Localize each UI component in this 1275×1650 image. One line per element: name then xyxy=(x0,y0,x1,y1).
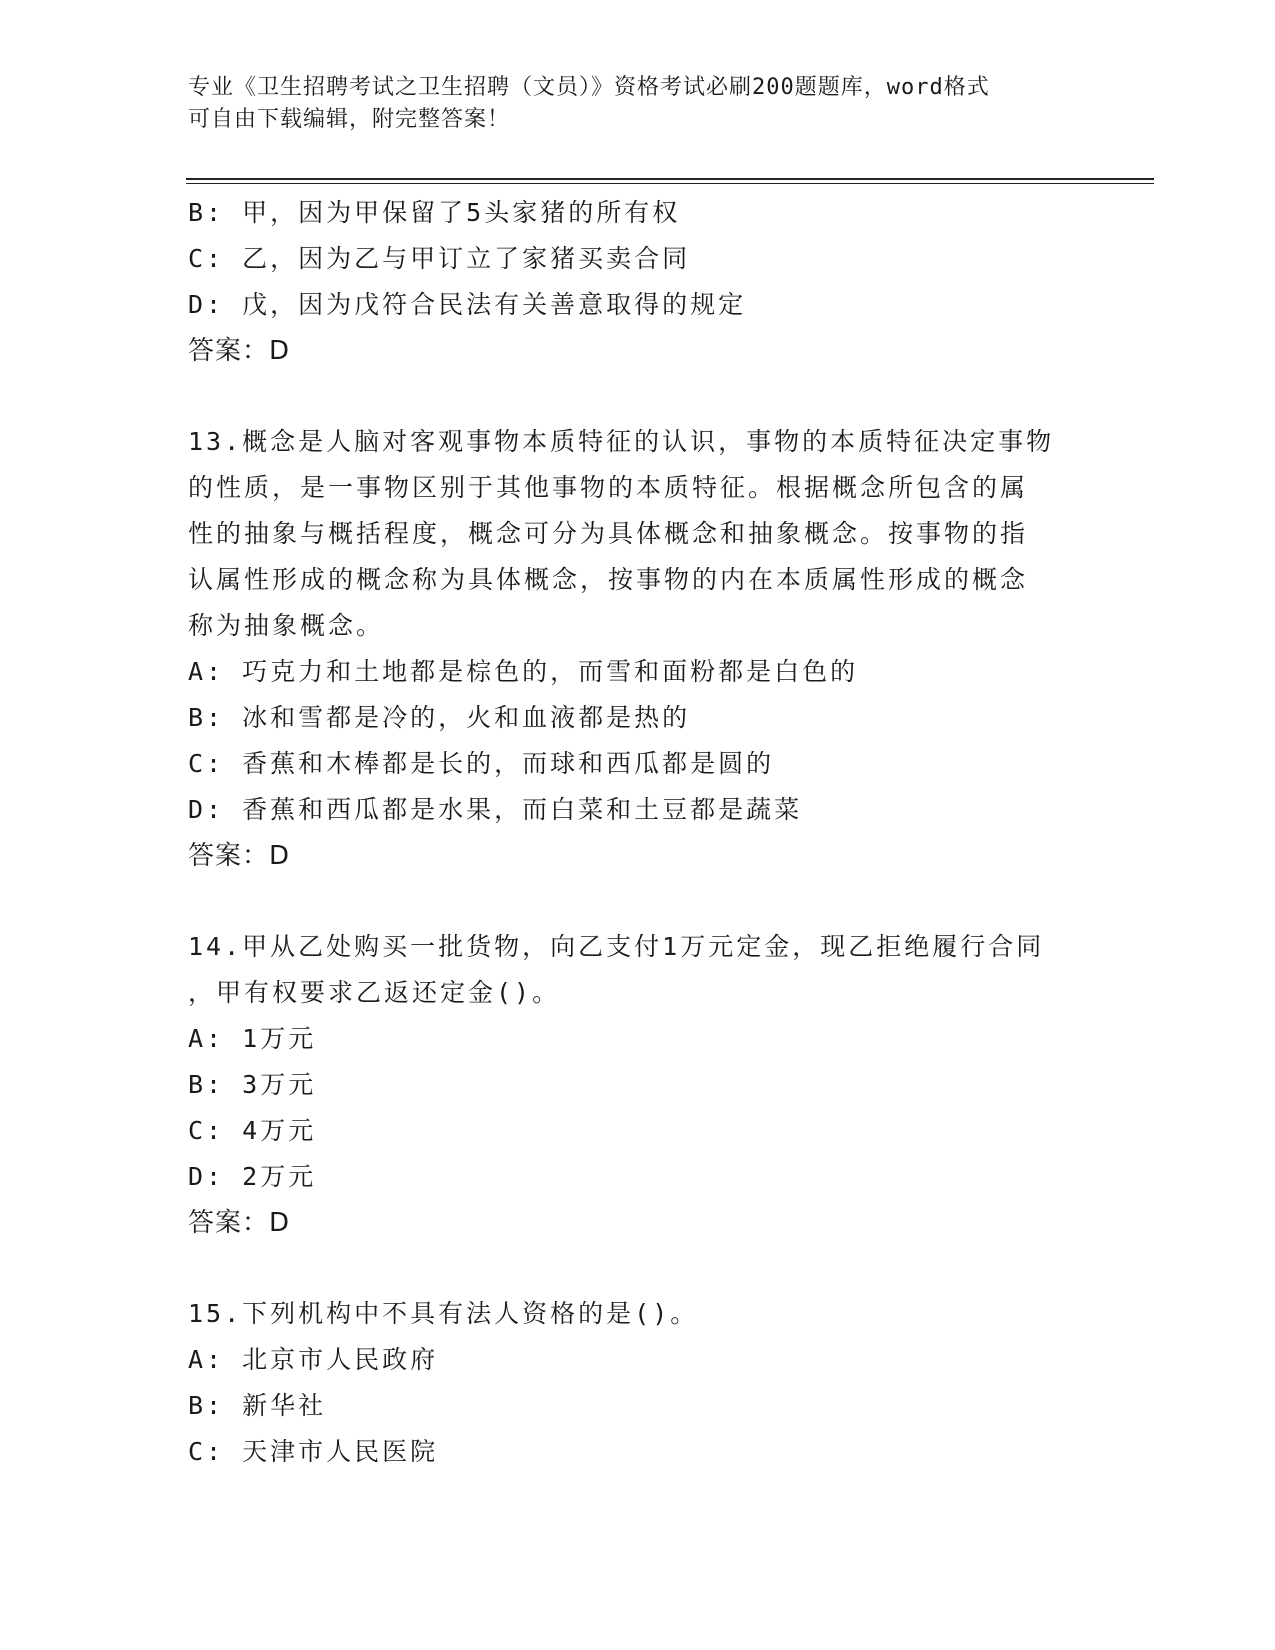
q14-option-b: B: 3万元 xyxy=(188,1070,317,1099)
question-15 xyxy=(188,1291,1088,1475)
q15-option-a: A: 北京市人民政府 xyxy=(188,1345,439,1374)
q12-option-b: B: 甲，因为甲保留了5头家猪的所有权 xyxy=(188,198,681,227)
q14-option-c: C: 4万元 xyxy=(188,1116,317,1145)
q13-option-a: A: 巧克力和土地都是棕色的，而雪和面粉都是白色的 xyxy=(188,657,859,686)
header-rule-thick xyxy=(186,178,1154,180)
q13-option-c: C: 香蕉和木棒都是长的，而球和西瓜都是圆的 xyxy=(188,749,775,778)
q12-option-c: C: 乙，因为乙与甲订立了家猪买卖合同 xyxy=(188,244,691,273)
q13-stem-line-5: 称为抽象概念。 xyxy=(188,611,385,640)
question-12-tail xyxy=(188,190,1088,374)
spacer xyxy=(188,374,1088,419)
q14-stem-line-1: 14.甲从乙处购买一批货物，向乙支付1万元定金，现乙拒绝履行合同 xyxy=(188,932,1045,961)
header-rule-thin xyxy=(186,183,1154,184)
document-header xyxy=(188,72,1088,136)
q13-stem-line-3: 性的抽象与概括程度，概念可分为具体概念和抽象概念。按事物的指 xyxy=(188,519,1029,548)
q15-option-c: C: 天津市人民医院 xyxy=(188,1437,439,1466)
q12-option-d: D: 戊，因为戊符合民法有关善意取得的规定 xyxy=(188,290,747,319)
header-line-2: 可自由下载编辑，附完整答案！ xyxy=(188,107,511,132)
question-content xyxy=(188,190,1088,1475)
q13-option-d: D: 香蕉和西瓜都是水果，而白菜和土豆都是蔬菜 xyxy=(188,795,803,824)
q15-stem-line-1: 15.下列机构中不具有法人资格的是()。 xyxy=(188,1299,699,1328)
question-13 xyxy=(188,419,1088,879)
q15-option-b: B: 新华社 xyxy=(188,1391,327,1420)
q13-answer: 答案：D xyxy=(188,841,291,871)
q14-option-a: A: 1万元 xyxy=(188,1024,317,1053)
q13-stem-line-4: 认属性形成的概念称为具体概念，按事物的内在本质属性形成的概念 xyxy=(188,565,1029,594)
spacer xyxy=(188,1246,1088,1291)
q13-option-b: B: 冰和雪都是冷的，火和血液都是热的 xyxy=(188,703,691,732)
spacer xyxy=(188,879,1088,924)
q12-answer: 答案：D xyxy=(188,336,291,366)
q14-answer: 答案：D xyxy=(188,1208,291,1238)
q13-stem-line-2: 的性质，是一事物区别于其他事物的本质特征。根据概念所包含的属 xyxy=(188,473,1029,502)
q14-option-d: D: 2万元 xyxy=(188,1162,317,1191)
question-14 xyxy=(188,924,1088,1246)
q13-stem-line-1: 13.概念是人脑对客观事物本质特征的认识，事物的本质特征决定事物 xyxy=(188,427,1055,456)
q14-stem-line-2: ，甲有权要求乙返还定金()。 xyxy=(188,978,561,1007)
header-line-1: 专业《卫生招聘考试之卫生招聘（文员）》资格考试必刷200题题库，word格式 xyxy=(188,75,990,100)
